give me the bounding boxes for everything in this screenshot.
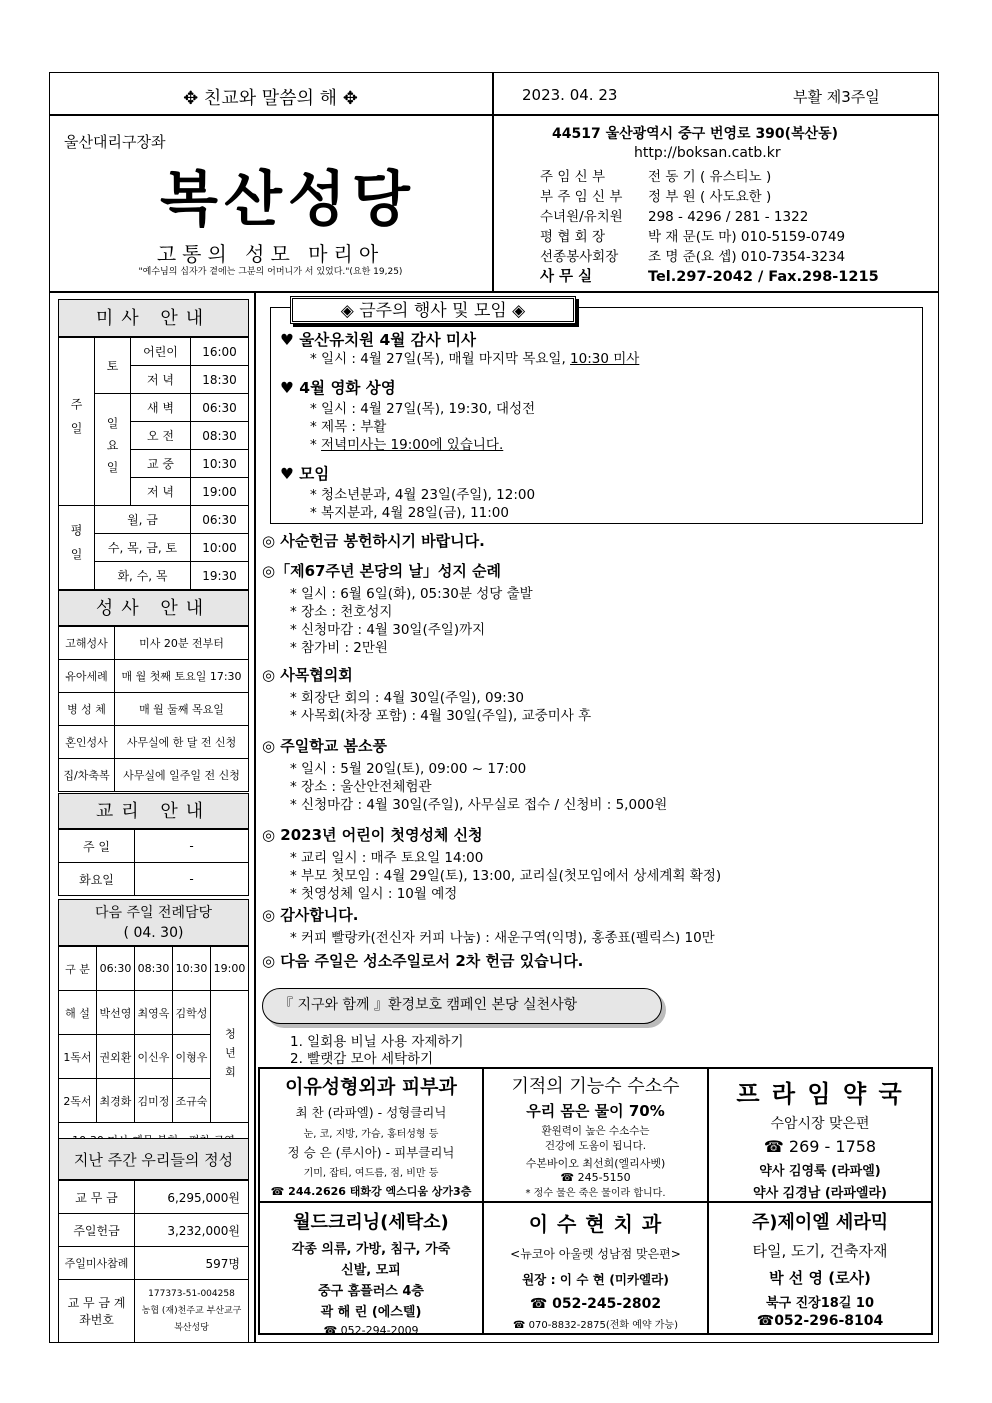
event-line: * 청소년분과, 4월 23일(주일), 12:00 [310, 487, 536, 503]
ad-line: 신발, 모피 [341, 1263, 401, 1278]
contact-role: 평 협 회 장 [540, 229, 606, 245]
offerings-table [58, 1180, 249, 1343]
ad-line: 수암시장 맞은편 [770, 1116, 870, 1132]
mass-name: 저 녁 [131, 478, 191, 506]
ad-title: 월드크리닝(세탁소) [293, 1212, 449, 1233]
notice-line: * 참가비 : 2만원 [290, 640, 388, 656]
sunday-day-label: 일요일 [95, 394, 131, 506]
duty-role: 해 설 [59, 991, 97, 1035]
duty-name: 박선영 [97, 991, 135, 1035]
event-line: * 일시 : 4월 27일(목), 19:30, 대성전 [310, 401, 536, 417]
notice-line: * 신청마감 : 4월 30일(주일)까지 [290, 622, 486, 638]
sacrament-name: 혼인성사 [59, 726, 115, 759]
year-theme: ✥ 친교와 말씀의 해 ✥ [183, 88, 358, 109]
sacraments-table [58, 626, 249, 792]
ad-line: 정 승 은 (루시아) - 피부클리닉 [287, 1145, 455, 1160]
liturgical-week: 부활 제3주일 [793, 88, 880, 106]
ad-line: 북구 진장18길 10 [765, 1296, 875, 1311]
column-divider [254, 291, 256, 1343]
notice-heading: ◎ 다음 주일은 성소주일로서 2차 헌금 있습니다. [262, 952, 584, 970]
contact-value: 정 부 원 ( 사도요한 ) [648, 189, 772, 205]
duty-name: 김학성 [173, 991, 211, 1035]
catechism-table [58, 829, 249, 896]
sacrament-name: 유아세례 [59, 660, 115, 693]
offering-value: 597명 [135, 1247, 249, 1280]
saturday-label: 토 [95, 338, 131, 394]
duty-name: 최영옥 [135, 991, 173, 1035]
notice-heading: ◎ 사목협의회 [262, 666, 353, 684]
ad-title: 프 라 임 약 국 [736, 1080, 904, 1108]
ad-line: 중구 홈플러스 4층 [317, 1284, 424, 1299]
offering-name: 주일미사참례 [59, 1247, 135, 1280]
header-vdivider [492, 72, 494, 292]
contact-row [540, 185, 771, 205]
notice-heading: ◎ 2023년 어린이 첫영성체 신청 [262, 826, 483, 844]
mass-name: 어린이 [131, 338, 191, 366]
ad-title: 기적의 기능수 수소수 [511, 1076, 680, 1097]
ad-pharmacy [709, 1074, 931, 1201]
ad-line: 우리 몸은 물이 70% [526, 1102, 665, 1120]
contact-value: Tel.297-2042 / Fax.298-1215 [648, 269, 879, 285]
notice-line: * 장소 : 울산안전체험관 [290, 779, 432, 795]
mass-name: 새 벽 [131, 394, 191, 422]
duty-name: 이신우 [135, 1035, 173, 1079]
masthead-divider [49, 291, 939, 293]
ad-cleaning [260, 1208, 482, 1337]
mass-name: 저 녁 [131, 366, 191, 394]
contact-role: 주 임 신 부 [540, 169, 606, 185]
ad-line: 눈, 코, 지방, 가슴, 홍터성형 등 [303, 1129, 439, 1140]
contact-value: 조 명 준(요 셉) 010-7354-3234 [648, 249, 846, 265]
duty-header [58, 899, 249, 946]
ad-phone: ☎ 269 - 1758 [763, 1137, 877, 1156]
ad-title: 이유성형외과 피부과 [285, 1076, 457, 1098]
youth-group-label: 청년회 [211, 991, 249, 1123]
duty-col-header: 08:30 [135, 947, 173, 991]
ad-phone: ☎ 245-5150 [560, 1171, 631, 1184]
duty-col-header: 19:00 [211, 947, 249, 991]
ad-line: 원장 : 이 수 현 (미카엘라) [522, 1272, 669, 1287]
event-heading: ♥ 모임 [280, 465, 330, 483]
duty-col-header: 10:30 [173, 947, 211, 991]
weekday-label: 평일 [59, 506, 95, 590]
notice-heading: ◎ 사순헌금 봉헌하시기 바랍니다. [262, 532, 485, 550]
catechism-day: 화요일 [59, 863, 135, 896]
weekday-time: 10:00 [191, 534, 249, 562]
contact-row [540, 245, 845, 265]
sacrament-value: 사무실에 한 달 전 신청 [115, 726, 249, 759]
weekday-days: 수, 목, 금, 토 [95, 534, 191, 562]
catechism-value: - [135, 830, 249, 863]
duty-table [58, 946, 249, 1157]
sunday-label: 주일 [59, 338, 95, 506]
ad-line: 타일, 도기, 건축자재 [752, 1242, 888, 1260]
weekday-days: 화, 수, 목 [95, 562, 191, 590]
duty-name: 김미정 [135, 1079, 173, 1123]
contact-role: 선종봉사회장 [540, 249, 619, 265]
duty-date: ( 04. 30) [123, 925, 184, 941]
offerings-title: 지난 주간 우리들의 정성 [58, 1138, 249, 1180]
ad-line: 박 선 영 (로사) [769, 1269, 871, 1287]
ad-phone: ☎ 052-245-2802 [529, 1296, 662, 1312]
header-divider [49, 114, 939, 116]
notice-line: * 일시 : 6월 6일(화), 05:30분 성당 출발 [290, 586, 533, 602]
notice-heading: ◎ 주일학교 봄소풍 [262, 737, 387, 755]
duty-col-header: 구 분 [59, 947, 97, 991]
catechism-value: - [135, 863, 249, 896]
offering-value: 6,295,000원 [135, 1181, 249, 1214]
parish-website[interactable]: http://boksan.catb.kr [634, 145, 781, 161]
catechism-day: 주 일 [59, 830, 135, 863]
weekday-days: 월, 금 [95, 506, 191, 534]
patron-quote: "예수님의 십자가 곁에는 그분의 어머니가 서 있었다."(요한 19,25) [138, 267, 403, 277]
notice-line: * 커피 빨랑카(전신자 커피 나눔) : 새운구역(익명), 홍종표(펠릭스) 10만 [290, 930, 715, 946]
campaign-title: 『 지구와 함께 』환경보호 캠페인 본당 실천사항 [262, 988, 662, 1024]
notice-line: * 회장단 회의 : 4월 30일(주일), 09:30 [290, 690, 524, 706]
contact-role: 사 무 실 [540, 269, 593, 285]
mass-name: 교 중 [131, 450, 191, 478]
sacrament-name: 고해성사 [59, 627, 115, 660]
notice-line: * 일시 : 5월 20일(토), 09:00 ~ 17:00 [290, 761, 527, 777]
account-label: 교 무 금 계좌번호 [59, 1280, 135, 1343]
contact-row [540, 165, 771, 185]
ad-ceramic [709, 1208, 931, 1329]
weekday-time: 19:30 [191, 562, 249, 590]
ad-line: * 정수 물은 죽은 물이라 합니다. [525, 1188, 666, 1199]
ad-phone: ☎ 244.2626 태화강 엑스디움 상가3층 [270, 1185, 472, 1198]
mass-title: 미사 안내 [58, 299, 249, 337]
duty-name: 권외환 [97, 1035, 135, 1079]
contact-row [540, 225, 845, 245]
ad-title: 주)제이엘 세라믹 [751, 1212, 889, 1233]
contact-value: 298 - 4296 / 281 - 1322 [648, 209, 809, 225]
ad-line: 건강에 도움이 됩니다. [544, 1140, 647, 1152]
duty-name: 조규숙 [173, 1079, 211, 1123]
weekday-time: 06:30 [191, 506, 249, 534]
ad-line: 각종 의류, 가방, 침구, 가죽 [291, 1242, 451, 1257]
contact-row [540, 205, 808, 225]
event-line: * 제목 : 부활 [310, 419, 387, 435]
campaign-item: 1. 일회용 비닐 사용 자제하기 [290, 1034, 464, 1050]
ad-line: 곽 해 린 (에스텔) [320, 1305, 422, 1320]
account-holder: 복산성당 [174, 1322, 209, 1333]
notice-line: * 교리 일시 : 매주 토요일 14:00 [290, 850, 484, 866]
event-line-underlined: 저녁미사는 19:00에 있습니다. [321, 437, 504, 453]
event-line-text: * 일시 : 4월 27일(목), 매월 마지막 목요일, [310, 351, 571, 367]
ad-water [484, 1072, 707, 1199]
contact-value: 박 재 문(도 마) 010-5159-0749 [648, 229, 846, 245]
bulletin-date: 2023. 04. 23 [522, 86, 618, 104]
sacraments-title: 성사 안내 [58, 590, 249, 626]
ad-line: <뉴코아 아울렛 성남점 맞은편> [510, 1247, 681, 1261]
parish-address: 44517 울산광역시 중구 번영로 390(복산동) [552, 126, 839, 142]
sacrament-name: 집/차축복 [59, 759, 115, 792]
notice-heading: ◎「제67주년 본당의 날」성지 순례 [262, 562, 502, 580]
duty-role: 1독서 [59, 1035, 97, 1079]
ad-phone: ☎ 052-294-2009 [323, 1324, 419, 1337]
offering-value: 3,232,000원 [135, 1214, 249, 1247]
sacrament-value: 매 월 첫째 토요일 17:30 [115, 660, 249, 693]
notice-heading: ◎ 감사합니다. [262, 906, 359, 924]
duty-col-header: 06:30 [97, 947, 135, 991]
ad-clinic [260, 1072, 482, 1199]
contact-role: 수녀원/유치원 [540, 209, 623, 225]
duty-role: 2독서 [59, 1079, 97, 1123]
events-title: ◈ 금주의 행사 및 모임 ◈ [290, 296, 576, 324]
ad-line: 환원력이 높은 수소수는 [541, 1125, 650, 1137]
ad-phone: ☎052-296-8104 [756, 1313, 884, 1329]
notice-line: * 사목회(차장 포함) : 4월 30일(주일), 교중미사 후 [290, 708, 592, 724]
mass-name: 오 전 [131, 422, 191, 450]
mass-table [58, 337, 249, 590]
event-line [310, 347, 639, 367]
mass-time: 06:30 [191, 394, 249, 422]
notice-line: * 부모 첫모임 : 4월 29일(토), 13:00, 교리실(첫모임에서 상세계획 확정) [290, 868, 722, 884]
diocese-label: 울산대리구장좌 [64, 133, 166, 151]
mass-time: 18:30 [191, 366, 249, 394]
sacrament-value: 매 월 둘째 목요일 [115, 693, 249, 726]
contact-value: 전 동 기 ( 유스티노 ) [648, 169, 772, 185]
duty-name: 최경화 [97, 1079, 135, 1123]
event-heading: ♥ 4월 영화 상영 [280, 379, 396, 397]
sacrament-value: 사무실에 일주일 전 신청 [115, 759, 249, 792]
ad-line: 수본바이오 최선희(엘리사벳) [525, 1157, 666, 1170]
event-line-text: * [310, 437, 322, 453]
ad-dentist [484, 1208, 707, 1331]
mass-time: 16:00 [191, 338, 249, 366]
sacrament-value: 미사 20분 전부터 [115, 627, 249, 660]
catechism-title: 교리 안내 [58, 793, 249, 829]
duty-name: 이형우 [173, 1035, 211, 1079]
parish-name: 복산성당 [160, 165, 416, 235]
notice-line: * 장소 : 천호성지 [290, 604, 393, 620]
contact-row [540, 265, 879, 286]
account-info [135, 1280, 249, 1343]
patron-name: 고통의 성모 마리아 [156, 242, 385, 266]
ad-line: 약사 김영룩 (라파엘) [759, 1164, 881, 1179]
campaign-item: 2. 빨랫감 모아 세탁하기 [290, 1051, 434, 1067]
event-line: * 복지분과, 4월 28일(금), 11:00 [310, 505, 509, 521]
offering-name: 교 무 금 [59, 1181, 135, 1214]
sacrament-name: 병 성 체 [59, 693, 115, 726]
mass-time: 10:30 [191, 450, 249, 478]
ad-line: 약사 김경남 (라파엘라) [753, 1186, 887, 1201]
ad-title: 이 수 현 치 과 [528, 1212, 663, 1236]
offering-name: 주일헌금 [59, 1214, 135, 1247]
event-heading: ♥ 울산유치원 4월 감사 미사 [280, 331, 476, 349]
account-number: 177373-51-004258 [148, 1288, 235, 1299]
notice-line: * 첫영성체 일시 : 10월 예정 [290, 886, 458, 902]
duty-title: 다음 주일 전례담당 [94, 905, 213, 921]
event-line-underlined: 10:30 미사 [570, 351, 640, 367]
ad-phone: ☎ 070-8832-2875(전화 예약 가능) [513, 1320, 678, 1331]
notice-line: * 신청마감 : 4월 30일(주일), 사무실로 접수 / 신청비 : 5,000원 [290, 797, 668, 813]
account-bank: 농협 (재)천주교 부산교구 [141, 1305, 242, 1316]
ad-line: 최 찬 (라파엘) - 성형클리닉 [295, 1105, 447, 1120]
ads-hdivider [258, 1201, 933, 1203]
ad-line: 기미, 잡티, 여드름, 점, 비만 등 [303, 1168, 439, 1179]
mass-time: 08:30 [191, 422, 249, 450]
mass-time: 19:00 [191, 478, 249, 506]
contact-role: 부 주 임 신 부 [540, 189, 623, 205]
event-line [310, 433, 503, 453]
